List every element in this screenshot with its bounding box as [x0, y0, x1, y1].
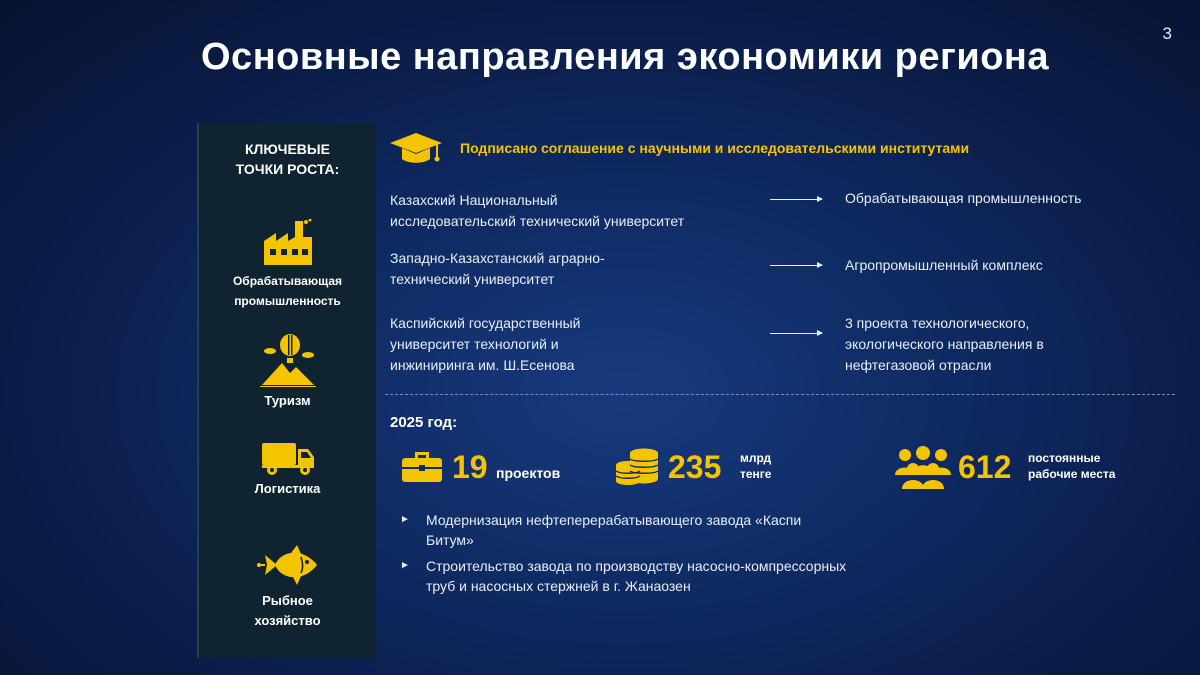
target-2: Агропромышленный комплекс [845, 257, 1043, 273]
target-1: Обрабатывающая промышленность [845, 190, 1082, 206]
stat-investment-value: 235 [668, 449, 722, 485]
section-divider [385, 394, 1175, 395]
university-2: Западно-Казахстанский аграрно- технический университет [390, 250, 605, 287]
projects-list [400, 510, 1000, 602]
growth-label-tourism: Туризм [264, 393, 311, 408]
briefcase-icon [401, 450, 443, 484]
list-item: ► Модернизация нефтеперерабатывающего завода «Каспи Битум» [400, 512, 802, 548]
stat-projects-value: 19 [452, 449, 488, 485]
list-item: ► Строительство завода по производству насосно-компрессорных труб и насосных стержней в г. Жанаозен [400, 558, 847, 594]
graduation-cap-icon [388, 131, 444, 165]
stat-investment-unit: млрд тенге [740, 451, 772, 481]
bullet-arrow-icon: ► [400, 514, 410, 525]
balloon-mountain-icon [260, 333, 316, 387]
year-label: 2025 год: [390, 414, 458, 431]
stat-jobs-unit: постоянные рабочие места [1028, 451, 1116, 481]
truck-icon [260, 441, 316, 475]
bullet-arrow-icon: ► [400, 560, 410, 571]
university-3: Каспийский государственный университет технологий и инжиниринга им. Ш.Есенова [390, 315, 581, 373]
arrow-1 [770, 199, 822, 200]
target-3: 3 проекта технологического, экологического направления в нефтегазовой отрасли [845, 315, 1044, 373]
arrow-3 [770, 333, 822, 334]
growth-label-fishery: Рыбное хозяйство [254, 593, 321, 628]
growth-item-manufacturing [199, 219, 376, 311]
stat-jobs-value: 612 [958, 449, 1012, 485]
growth-points-header: КЛЮЧЕВЫЕ ТОЧКИ РОСТА: [235, 141, 340, 177]
growth-label-logistics: Логистика [254, 481, 321, 496]
agreement-text: Подписано соглашение с научными и исследовательскими институтами [460, 140, 970, 156]
university-1: Казахский Национальный исследовательский технический университет [390, 192, 685, 229]
factory-icon [262, 219, 314, 267]
page-title: Основные направления экономики региона [201, 36, 1049, 78]
page-number: 3 [1162, 24, 1172, 43]
fish-icon [257, 543, 319, 587]
growth-item-logistics [199, 441, 376, 499]
growth-item-tourism [199, 333, 376, 411]
arrow-2 [770, 265, 822, 266]
growth-label-manufacturing: Обрабатывающая промышленность [232, 274, 343, 308]
coins-icon [614, 447, 662, 487]
growth-item-fishery [199, 543, 376, 631]
stat-projects-unit: проектов [496, 465, 561, 481]
growth-points-panel [197, 123, 376, 658]
people-group-icon [893, 445, 953, 489]
